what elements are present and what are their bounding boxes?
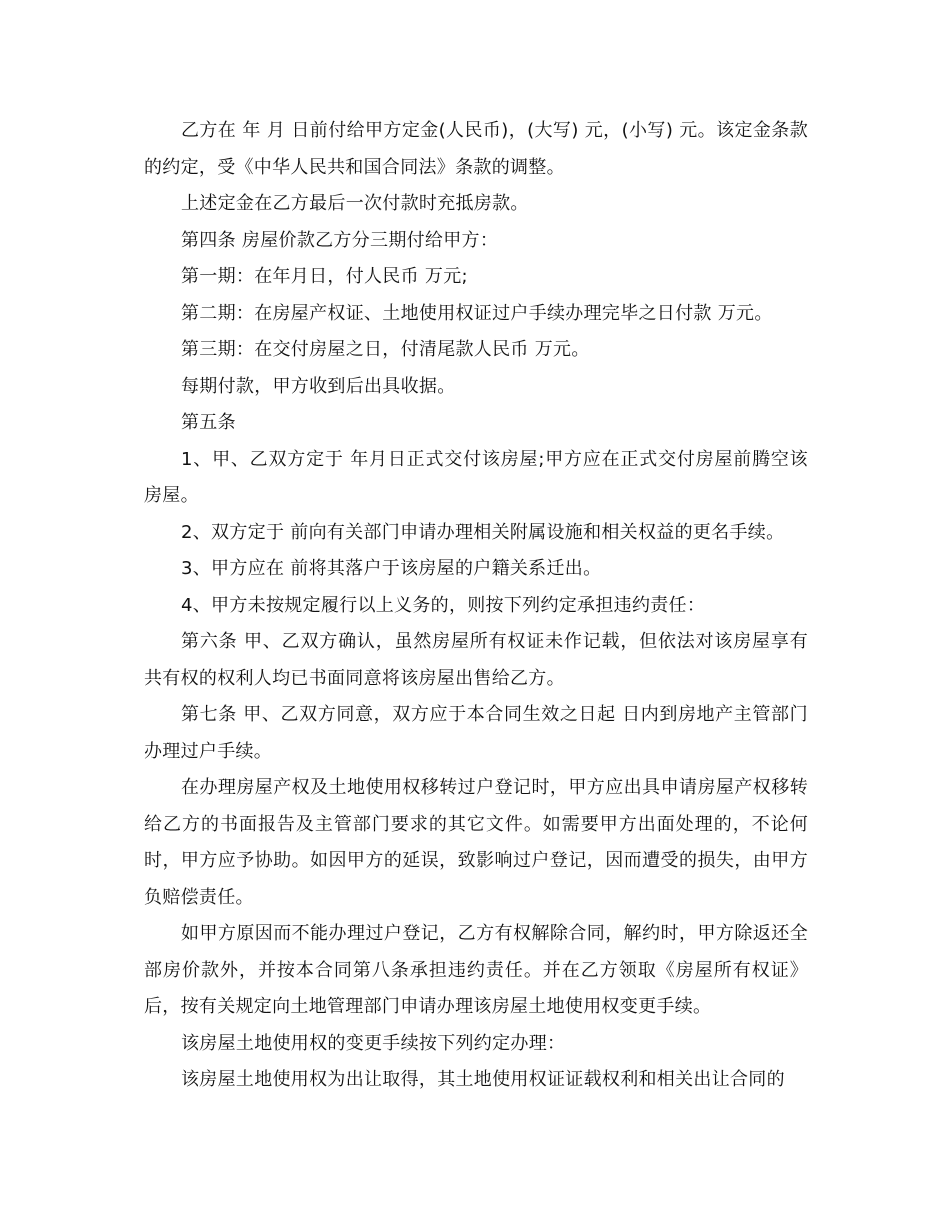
paragraph-clause-4: 4、甲方未按规定履行以上义务的，则按下列约定承担违约责任：: [181, 594, 706, 616]
paragraph-transfer-registration: 在办理房屋产权及土地使用权移转过户登记时，甲方应出具申请房屋产权移转给乙方的书面报告及主管部门要求的其它文件。如需要甲方出面处理的，不论何时，甲方应予协助。如因甲方的延误，致影响过户登记，因而遭受的损失，由甲方负赔偿责任。: [144, 777, 808, 908]
paragraph-installment-2: 第二期：在房屋产权证、土地使用权证过户手续办理完毕之日付款 万元。: [181, 302, 773, 324]
paragraph-land-use-grant: 该房屋土地使用权为出让取得，其土地使用权证证载权利和相关出让合同的: [181, 1069, 785, 1090]
paragraph-article-5: 第五条: [181, 412, 236, 433]
paragraph-clause-1: 1、甲、乙双方定于 年月日正式交付该房屋;甲方应在正式交付房屋前腾空该房屋。: [144, 448, 808, 506]
paragraph-article-4: 第四条 房屋价款乙方分三期付给甲方：: [181, 229, 499, 251]
paragraph-deposit: 乙方在 年 月 日前付给甲方定金(人民币)，(大写) 元，(小写) 元。该定金条款的约定，受《中华人民共和国合同法》条款的调整。: [144, 120, 808, 178]
paragraph-contract-termination: 如甲方原因而不能办理过户登记，乙方有权解除合同，解约时，甲方除返还全部房价款外，并按本合同第八条承担违约责任。并在乙方领取《房屋所有权证》后，按有关规定向土地管理部门申请办理该房屋土地使用权变更手续。: [144, 923, 808, 1017]
paragraph-installment-1: 第一期：在年月日，付人民币 万元;: [181, 266, 468, 287]
document-body: [144, 113, 808, 1099]
paragraph-article-6: 第六条 甲、乙双方确认，虽然房屋所有权证未作记载，但依法对该房屋享有共有权的权利人均已书面同意将该房屋出售给乙方。: [144, 631, 808, 689]
paragraph-clause-2: 2、双方定于 前向有关部门申请办理相关附属设施和相关权益的更名手续。: [181, 521, 785, 543]
paragraph-receipt: 每期付款，甲方收到后出具收据。: [181, 375, 456, 397]
paragraph-installment-3: 第三期：在交付房屋之日，付清尾款人民币 万元。: [181, 339, 590, 360]
paragraph-land-use-change: 该房屋土地使用权的变更手续按下列约定办理：: [181, 1032, 566, 1054]
paragraph-deposit-offset: 上述定金在乙方最后一次付款时充抵房款。: [181, 193, 529, 214]
paragraph-article-7: 第七条 甲、乙双方同意，双方应于本合同生效之日起 日内到房地产主管部门办理过户手续。: [144, 704, 808, 762]
paragraph-clause-3: 3、甲方应在 前将其落户于该房屋的户籍关系迁出。: [181, 558, 602, 579]
